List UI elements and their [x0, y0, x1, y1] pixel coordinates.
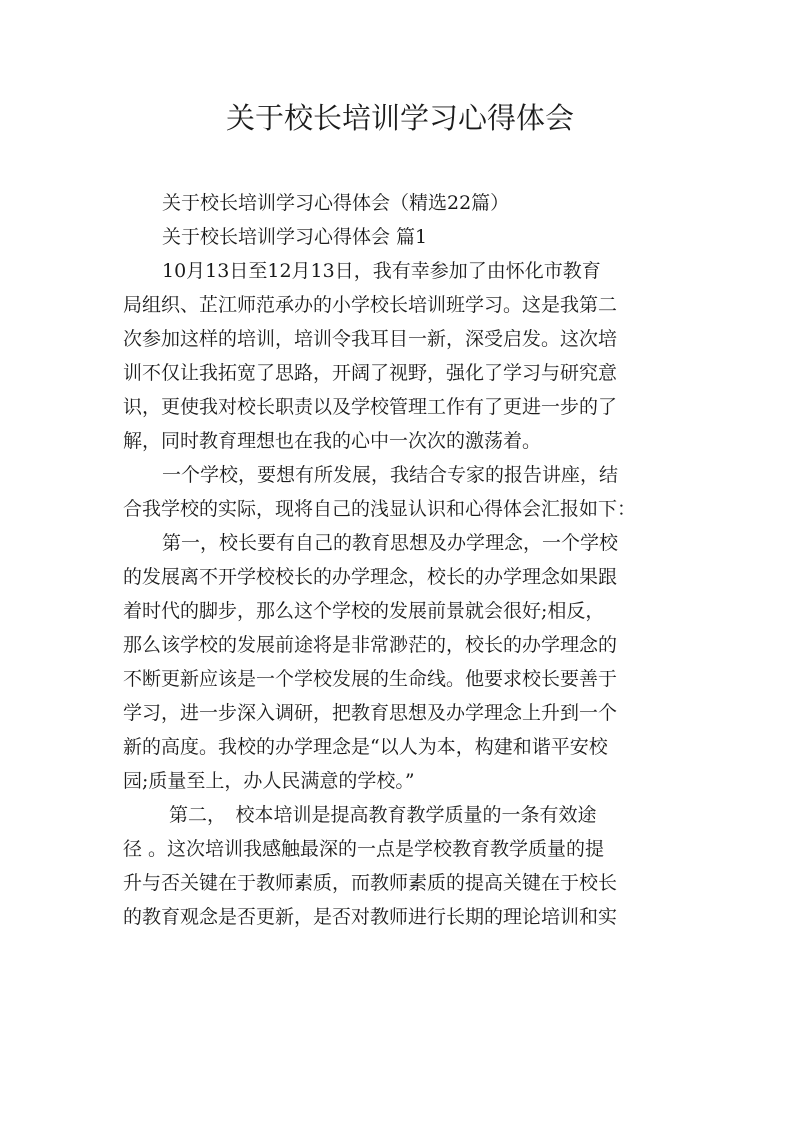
paragraph-line: 训不仅让我拓宽了思路，开阔了视野，强化了学习与研究意 [123, 362, 618, 384]
paragraph-line: 一个学校，要想有所发展，我结合专家的报告讲座，结 [162, 464, 619, 486]
section-heading: 关于校长培训学习心得体会 篇1 [162, 226, 428, 248]
paragraph-line: 次参加这样的培训，培训令我耳目一新，深受启发。这次培 [123, 328, 618, 350]
paragraph-line: 解，同时教育理想也在我的心中一次次的激荡着。 [123, 430, 542, 452]
document-title: 关于校长培训学习心得体会 [225, 101, 574, 135]
paragraph-line: 新的高度。我校的办学理念是“以人为本，构建和谐平安校 [123, 736, 608, 758]
paragraph-line: 学习，进一步深入调研，把教育思想及办学理念上升到一个 [123, 702, 618, 724]
paragraph-line: 升与否关键在于教师素质，而教师素质的提高关键在于校长 [123, 872, 618, 894]
document-body [123, 186, 683, 934]
paragraph-line: 第二， 校本培训是提高教育教学质量的一条有效途 [169, 804, 597, 826]
paragraph-line: 径 。这次培训我感触最深的一点是学校教育教学质量的提 [123, 838, 605, 860]
paragraph-line: 10月13日至12月13日，我有幸参加了由怀化市教育 [162, 260, 601, 282]
paragraph-line: 的发展离不开学校校长的办学理念，校长的办学理念如果跟 [123, 566, 618, 588]
paragraph-line: 那么该学校的发展前途将是非常渺茫的，校长的办学理念的 [123, 634, 618, 656]
paragraph-line: 合我学校的实际，现将自己的浅显认识和心得体会汇报如下： [123, 498, 637, 520]
paragraph-line: 园;质量至上，办人民满意的学校。” [123, 770, 415, 792]
paragraph-line: 第一，校长要有自己的教育思想及办学理念，一个学校 [162, 532, 619, 554]
paragraph-line: 不断更新应该是一个学校发展的生命线。他要求校长要善于 [123, 668, 618, 690]
paragraph-line: 局组织、芷江师范承办的小学校长培训班学习。这是我第二 [123, 294, 618, 316]
subtitle-line: 关于校长培训学习心得体会（精选22篇） [162, 192, 510, 214]
paragraph-line: 着时代的脚步，那么这个学校的发展前景就会很好;相反， [123, 600, 605, 622]
paragraph-line: 的教育观念是否更新，是否对教师进行长期的理论培训和实 [123, 906, 618, 928]
paragraph-line: 识，更使我对校长职责以及学校管理工作有了更进一步的了 [123, 396, 618, 418]
